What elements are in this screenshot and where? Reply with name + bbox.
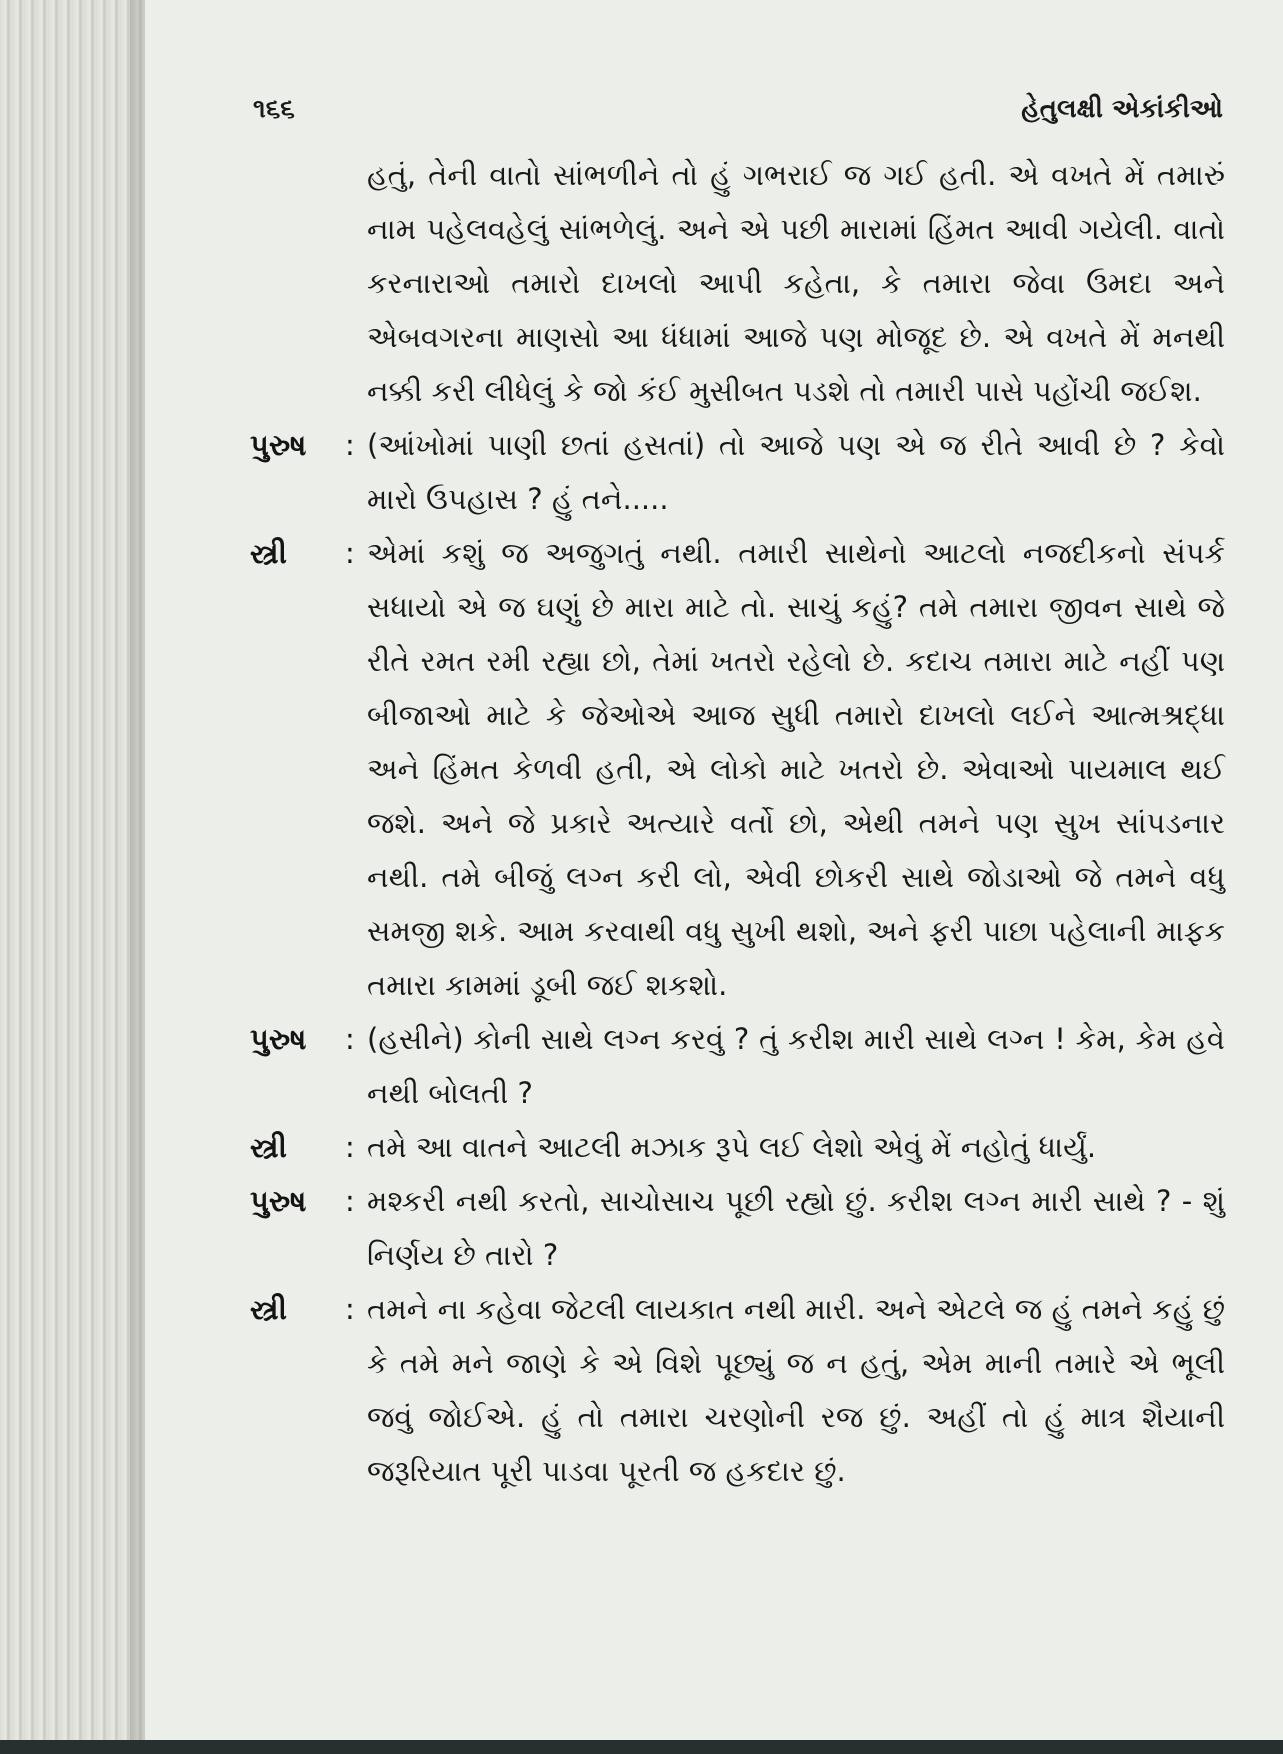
speaker-colon: : xyxy=(345,1022,355,1056)
speaker-colon: : xyxy=(345,428,355,462)
book-page xyxy=(145,0,1283,1740)
speaker-label: સ્ત્રી xyxy=(250,1130,287,1164)
speaker-colon: : xyxy=(345,1292,355,1326)
speaker-colon: : xyxy=(345,1130,355,1164)
speaker-colon: : xyxy=(345,536,355,570)
speaker-label: પુરુષ xyxy=(250,428,307,462)
dialogue-line xyxy=(250,1012,1225,1120)
speaker-label: પુરુષ xyxy=(250,1184,307,1218)
speaker-colon: : xyxy=(345,1184,355,1218)
dialogue-line xyxy=(250,1282,1225,1498)
page-bottom-edge xyxy=(0,1740,1283,1754)
page-header xyxy=(145,94,1283,134)
dialogue-line xyxy=(250,526,1225,1012)
dialogue-text: તમને ના કહેવા જેટલી લાયકાત નથી મારી. અને એટલે જ હું તમને કહું છું કે તમે મને જાણે કે એ વિશે પૂછ્યું જ ન હતું, એમ માની તમારે એ ભૂલી જવું જોઈએ. હું તો તમારા ચરણોની રજ છું. અહીં તો હું માત્ર શૈયાની જરૂરિયાત પૂરી પાડવા પૂરતી જ હકદાર છું. xyxy=(367,1292,1225,1488)
speaker-label: પુરુષ xyxy=(250,1022,307,1056)
page-body xyxy=(250,148,1225,1498)
dialogue-text: એમાં કશું જ અજુગતું નથી. તમારી સાથેનો આટલો નજદીકનો સંપર્ક સધાયો એ જ ઘણું છે મારા માટે તો. સાચું કહું? તમે તમારા જીવન સાથે જે રીતે રમત રમી રહ્યા છો, તેમાં ખતરો રહેલો છે. કદાચ તમારા માટે નહીં પણ બીજાઓ માટે કે જેઓએ આજ સુધી તમારો દાખલો લઈને આત્મશ્રદ્ધા અને હિંમત કેળવી હતી, એ લોકો માટે ખતરો છે. એવાઓ પાયમાલ થઈ જશે. અને જે પ્રકારે અત્યારે વર્તો છો, એથી તમને પણ સુખ સાંપડનાર નથી. તમે બીજું લગ્ન કરી લો, એવી છોકરી સાથે જોડાઓ જે તમને વધુ સમજી શકે. આમ કરવાથી વધુ સુખી થશો, અને ફરી પાછા પહેલાની માફક તમારા કામમાં ડૂબી જઈ શકશો. xyxy=(367,536,1225,1002)
page-number: ૧૬૬ xyxy=(253,94,295,124)
dialogue-line xyxy=(250,418,1225,526)
dialogue-text: મશ્કરી નથી કરતો, સાચોસાચ પૂછી રહ્યો છું. કરીશ લગ્ન મારી સાથે ? - શું નિર્ણય છે તારો ? xyxy=(367,1184,1225,1272)
book-page-edges xyxy=(0,0,150,1754)
dialogue-text: (હસીને) કોની સાથે લગ્ન કરવું ? તું કરીશ મારી સાથે લગ્ન ! કેમ, કેમ હવે નથી બોલતી ? xyxy=(367,1022,1225,1110)
dialogue-line xyxy=(250,1174,1225,1282)
dialogue-text: તમે આ વાતને આટલી મઝાક રૂપે લઈ લેશો એવું મેં નહોતું ધાર્યું. xyxy=(367,1130,1097,1164)
speaker-label: સ્ત્રી xyxy=(250,536,287,570)
continuation-paragraph: હતું, તેની વાતો સાંભળીને તો હું ગભરાઈ જ ગઈ હતી. એ વખતે મેં તમારું નામ પહેલવહેલું સાંભળેલું. અને એ પછી મારામાં હિંમત આવી ગયેલી. વાતો કરનારાઓ તમારો દાખલો આપી કહેતા, કે તમારા જેવા ઉમદા અને એબવગરના માણસો આ ધંધામાં આજે પણ મોજૂદ છે. એ વખતે મેં મનથી નક્કી કરી લીધેલું કે જો કંઈ મુસીબત પડશે તો તમારી પાસે પહોંચી જઈશ. xyxy=(367,158,1225,408)
dialogue-line xyxy=(250,1120,1225,1174)
running-head: હેતુલક્ષી એકાંકીઓ xyxy=(1021,94,1223,124)
speaker-label: સ્ત્રી xyxy=(250,1292,287,1326)
dialogue-text: (આંખોમાં પાણી છતાં હસતાં) તો આજે પણ એ જ રીતે આવી છે ? કેવો મારો ઉપહાસ ? હું તને..... xyxy=(367,428,1225,516)
